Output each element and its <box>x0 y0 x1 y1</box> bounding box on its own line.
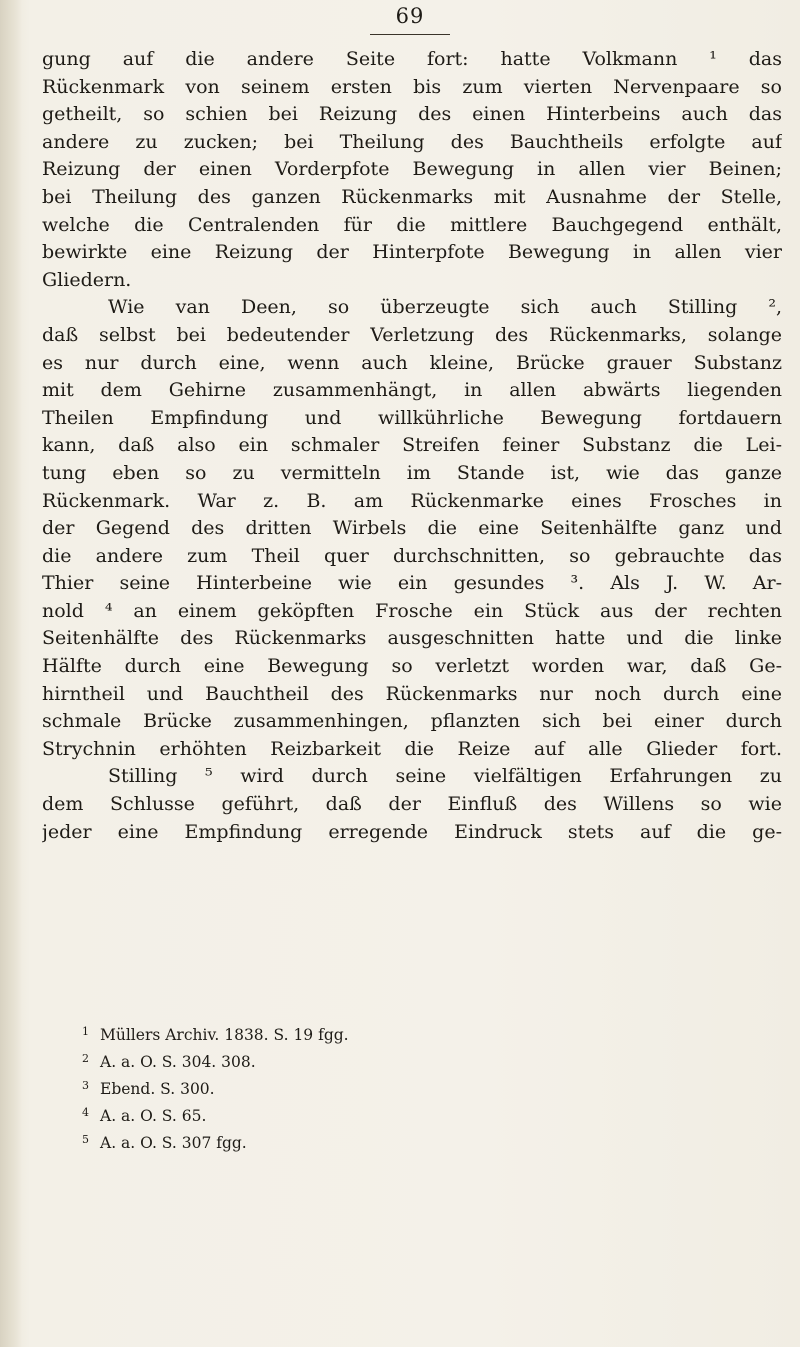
text-line: Reizung der einen Vorderpfote Bewegung in allen vier Beinen; <box>42 158 782 181</box>
text-line: hirntheil und Bauchtheil des Rückenmarks nur noch durch eine <box>42 682 782 705</box>
text-line: die andere zum Theil quer durchschnitten, so gebrauchte das <box>42 544 782 567</box>
text-line: daß selbst bei bedeutender Verletzung des Rückenmarks, solange <box>42 323 782 346</box>
footnote-text: Ebend. S. 300. <box>100 1080 215 1098</box>
text-line: mit dem Gehirne zusammenhängt, in allen abwärts liegenden <box>42 379 782 402</box>
text-line: Rückenmark. War z. B. am Rückenmarke eines Frosches in <box>42 489 782 512</box>
text-line: es nur durch eine, wenn auch kleine, Brücke grauer Substanz <box>42 351 782 374</box>
text-line: bei Theilung des ganzen Rückenmarks mit Ausnahme der Stelle, <box>42 185 782 208</box>
page-number-rule <box>370 34 450 35</box>
body-text <box>42 46 782 846</box>
footnote-number: 4 <box>82 1106 89 1119</box>
text-line: Seitenhälfte des Rückenmarks ausgeschnitten hatte und die linke <box>42 627 782 650</box>
text-line: Gliedern. <box>42 268 132 291</box>
page-gutter-shadow <box>0 0 22 1347</box>
text-line: Theilen Empfindung und willkührliche Bewegung fortdauern <box>42 406 782 429</box>
text-line: jeder eine Empfindung erregende Eindruck stets auf die ge- <box>42 820 782 843</box>
footnote-text: Müllers Archiv. 1838. S. 19 fgg. <box>100 1026 349 1044</box>
footnote-text: A. a. O. S. 304. 308. <box>100 1053 256 1071</box>
page-number: 69 <box>395 4 425 28</box>
footnote-number: 3 <box>82 1079 89 1092</box>
footnote-text: A. a. O. S. 65. <box>100 1107 207 1125</box>
text-line: Stilling ⁵ wird durch seine vielfältigen Erfahrungen zu <box>108 765 782 788</box>
text-line: Wie van Deen, so überzeugte sich auch Stilling ², <box>108 296 782 319</box>
footnote <box>82 1126 682 1153</box>
text-line: Thier seine Hinterbeine wie ein gesundes ³. Als J. W. Ar- <box>42 572 782 595</box>
text-line: gung auf die andere Seite fort: hatte Volkmann ¹ das <box>42 48 782 70</box>
footnote <box>82 1099 682 1126</box>
footnotes <box>82 1018 682 1153</box>
text-line: tung eben so zu vermitteln im Stande ist, wie das ganze <box>42 461 782 484</box>
text-line: Hälfte durch eine Bewegung so verletzt worden war, daß Ge- <box>42 655 782 678</box>
text-line: welche die Centralenden für die mittlere Bauchgegend enthält, <box>42 213 782 236</box>
footnote-text: A. a. O. S. 307 fgg. <box>100 1134 247 1152</box>
footnote-number: 2 <box>82 1052 89 1065</box>
footnote-number: 1 <box>82 1025 89 1038</box>
footnote <box>82 1045 682 1072</box>
footnote-number: 5 <box>82 1133 89 1146</box>
footnote <box>82 1072 682 1099</box>
text-line: bewirkte eine Reizung der Hinterpfote Bewegung in allen vier <box>42 241 782 264</box>
text-line: Rückenmark von seinem ersten bis zum vierten Nervenpaare so <box>42 75 782 98</box>
text-line: andere zu zucken; bei Theilung des Bauchtheils erfolgte auf <box>42 130 782 153</box>
text-line: dem Schlusse geführt, daß der Einfluß des Willens so wie <box>42 793 782 816</box>
footnote <box>82 1018 682 1045</box>
text-line: getheilt, so schien bei Reizung des einen Hinterbeins auch das <box>42 103 782 126</box>
text-line: nold ⁴ an einem geköpften Frosche ein Stück aus der rechten <box>42 599 782 622</box>
text-line: der Gegend des dritten Wirbels die eine Seitenhälfte ganz und <box>42 517 782 540</box>
text-line: schmale Brücke zusammenhingen, pflanzten sich bei einer durch <box>42 710 782 733</box>
text-line: Strychnin erhöhten Reizbarkeit die Reize auf alle Glieder fort. <box>42 737 782 760</box>
text-line: kann, daß also ein schmaler Streifen feiner Substanz die Lei- <box>42 434 782 457</box>
